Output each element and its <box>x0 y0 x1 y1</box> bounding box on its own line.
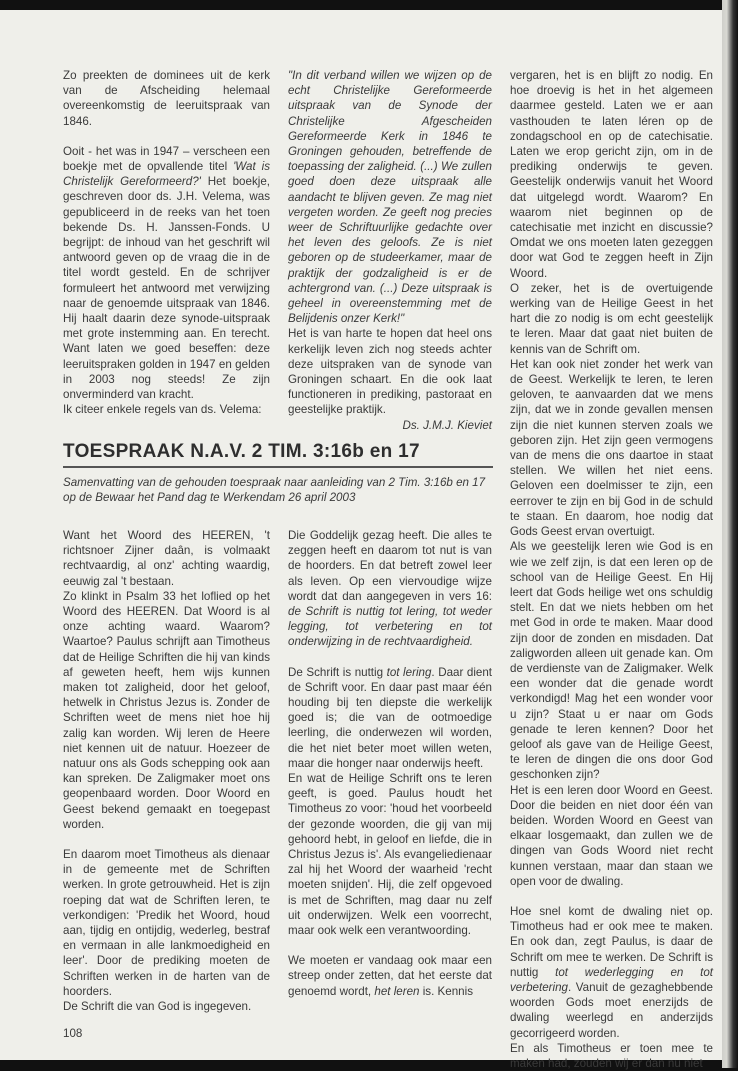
book-title: 'Wat is Christelijk Gereformeerd?' <box>63 160 270 189</box>
paragraph: De Schrift is nuttig tot lering. Daar dient de Schrift voor. En daar past maar één houding bij ten diepste die werkelijk goed is; die van de ootmoedige leerling, die onderwezen wil worden, die het niet beter moet willen weten, maar die honger naar onderwijs heeft. <box>288 665 493 770</box>
paragraph: De Schrift die van God is ingegeven. <box>63 1000 252 1014</box>
column-1-top <box>63 68 270 417</box>
paragraph: Zo klinkt in Psalm 33 het loflied op het Woord des HEEREN. Dat Woord is al onze achting waard. Waarom? Waartoe? Paulus schrijft aan Timotheus dat de Heilige Schriften die hij van kinds af geweten heeft, hem wijs kunnen maken tot zaligheid, door het geloof, hetwelk in Christus Jezus is. Zonder de Schriften weet de mens niet hoe hij zalig kan worden. Wij leren de Heere niet kennen uit de natuur. Hoezeer de natuur ons als Gods schepping ook aan kan spreken. De Zaligmaker moet ons geopenbaard worden. Door Woord en Geest bekend gemaakt en toegepast worden. <box>63 589 270 831</box>
paragraph: En wat de Heilige Schrift ons te leren geeft, is goed. Paulus houdt het Timotheus zo voor: 'houd het voorbeeld der gezonde woorden, die gij van mij gehoord hebt, in geloof en liefde, die in Christus Jezus is'. Als evangeliedienaar zal hij het Woord der waarheid 'recht moeten snijden'. Hij, die zelf opgevoed is met de Schriften, mag daar nu zelf uit onderwijzen. Welk een voorrecht, maar ook welk een verantwoording. <box>288 772 492 938</box>
author-signature: Ds. J.M.J. Kieviet <box>402 418 492 432</box>
paragraph: We moeten er vandaag ook maar een streep onder zetten, dat het eerste dat genoemd wordt, het leren is. Kennis <box>288 954 492 998</box>
paragraph: O zeker, het is de overtuigende werking van de Heilige Geest in het hart die zo nodig is om echt geestelijk te leren. Maar dat gaat niet buiten de kennis van de Schrift om. <box>510 281 713 356</box>
page-number: 108 <box>63 1027 83 1040</box>
paragraph: Als we geestelijk leren wie God is en wie we zelf zijn, is dat een leren op de school van de Heilige Geest. En Hij leert dat Gods heilige wet ons schuldig stelt. En dat we niets hebben om het met God in orde te maken. Maar dood zijn door de zonden en misdaden. Dat zaligworden alleen uit genade kan. Om de verdienste van de Zaligmaker. Welk een wonder dat die genade wordt verkondigd! Mag het een wonder voor u zijn? Staat u er naar om Gods genade te leren kennen? Door het geloof als gave van de Heilige Geest, te leren de dingen die ons door God geschonken zijn? <box>510 540 713 782</box>
column-2-bottom <box>288 528 492 999</box>
paragraph: Ik citeer enkele regels van ds. Velema: <box>63 403 262 417</box>
quote: "In dit verband willen we wijzen op de echt Christelijke Gereformeerde uitspraak van de Synode der Christelijke Afgescheiden Gereformeerde Kerk in 1846 te Groningen gehouden, betreffende de toepassing der zaligheid. (...) We zullen goed doen deze uitspraak alle aandacht te blijven geven. Ze mag niet vergeten worden. Ze geeft nog precies weer de Schriftuurlijke gedachte over het leven des geloofs. Ze is niet geboren op de studeerkamer, maar de praktijk der godzaligheid is er de achtergrond van. (...) Deze uitspraak is geheel in overeenstemming met de Belijdenis onzer Kerk!" <box>288 69 492 326</box>
section-subtitle: Samenvatting van de gehouden toespraak naar aanleiding van 2 Tim. 3:16b en 17 op de Bewaar het Pand dag te Werkendam 26 april 2003 <box>63 476 486 505</box>
paragraph: Zo preekten de dominees uit de kerk van de Afscheiding helemaal overeenkomstig de leeruitspraak van 1846. <box>63 69 270 128</box>
paragraph: vergaren, het is en blijft zo nodig. En hoe droevig is het in het algemeen daarmee gesteld. Laten we er aan vasthouden te laten léren op de zondagschool en op de catechisatie. Laten we erop gericht zijn, om in de prediking onderwijs te geven. Geestelijk onderwijs vanuit het Woord dat uitgelegd wordt. Waarom? En waarom niet beginnen op de catechisatie met inzicht en discussie? Omdat we ons moeten laten gezeggen door wat God te zeggen heeft in Zijn Woord. <box>510 69 713 280</box>
paragraph: Het is een leren door Woord en Geest. Door die beiden en niet door één van beiden. Worden Woord en Geest van elkaar losgemaakt, dan zullen we de dingen van Gods Woord niet recht kunnen verstaan, maar dan staan we open voor de dwaling. <box>510 783 713 888</box>
paragraph: En daarom moet Timotheus als dienaar in de gemeente met de Schriften werken. In grote getrouwheid. Het is zijn roeping dat wat de Schriften leren, te verkondigen: 'Predik het Woord, houd aan, tijdig en ontijdig, wederleg, bestraf en vermaan in alle lankmoedigheid en leer'. Door de prediking moeten de Schriften werken in de harten van de hoorders. <box>63 848 270 998</box>
paragraph: Het kan ook niet zonder het werk van de Geest. Werkelijk te leren, te leren geloven, te aanvaarden dat we mens zijn, dat we in zonde gevallen mensen zijn die niet kunnen sterven zoals we geboren zijn. Het zijn geen vermogens van de mens die ons daartoe in staat stellen. We willen het niet eens. Geloven een doelmisser te zijn, een eerrover te zijn en bij God in de schuld te staan. En daarom, hoe nodig dat Gods Geest ervan overtuigt. <box>510 357 713 539</box>
page-edge-shadow <box>722 0 738 1068</box>
paragraph: Hoe snel komt de dwaling niet op. Timotheus had er ook mee te maken. En ook dan, zegt Paulus, is daar de Schrift om mee te werken. De Schrift is nuttig tot wederlegging en tot verbetering. Vanuit de gezaghebbende woorden Gods moet enerzijds de dwaling weerlegd en anderzijds gecorrigeerd worden. <box>510 904 713 1040</box>
paragraph: Het is van harte te hopen dat heel ons kerkelijk leven zich nog steeds achter deze uitspraken van de synode van Groningen schaart. En die ook laat functioneren in prediking, pastoraat en geestelijke praktijk. <box>288 327 492 417</box>
column-3 <box>510 68 713 1071</box>
column-2-top <box>288 68 492 433</box>
paragraph: Die Goddelijk gezag heeft. Die alles te zeggen heeft en daarom tot nut is van de hoorders. En dat betreft zowel leer als leven. Op een viervoudige wijze wordt dat dan aangegeven in vers 16: de Schrift is nuttig tot lering, tot weder legging, tot verbetering en tot onderwijzing in de rechtvaardigheid. <box>288 529 492 649</box>
paragraph: Want het Woord des HEEREN, 't richtsnoer Zijner daân, is volmaakt rechtvaardig, al onz' achting waardig, eeuwig zal 't bestaan. <box>63 529 270 588</box>
paragraph: En als Timotheus er toen mee te maken had, zouden wij er dan nu niet <box>510 1041 713 1070</box>
section-heading: TOESPRAAK N.A.V. 2 TIM. 3:16b en 17 <box>63 441 493 468</box>
paragraph: Ooit - het was in 1947 – verscheen een boekje met de opvallende titel 'Wat is Christelijk Gereformeerd?' Het boekje, geschreven door ds. J.H. Velema, was gepubliceerd in de reeks van het toen bekende Ds. H. Janssen-Fonds. U begrijpt: de inhoud van het geschrift wil antwoord geven op de vraag die in de titel wordt gesteld. En de schrijver formuleert het antwoord met verwijzing naar de genoemde uitspraak van 1846. Hij haalt daarin deze synode-uitspraak met grote instemming aan. En terecht. Want laten we goed beseffen: deze leeruitspraken golden in 1947 en gelden in 2003 nog steeds! Ze zijn onverminderd van kracht. <box>63 144 270 402</box>
column-1-bottom <box>63 528 270 1014</box>
book-page <box>0 10 722 1070</box>
